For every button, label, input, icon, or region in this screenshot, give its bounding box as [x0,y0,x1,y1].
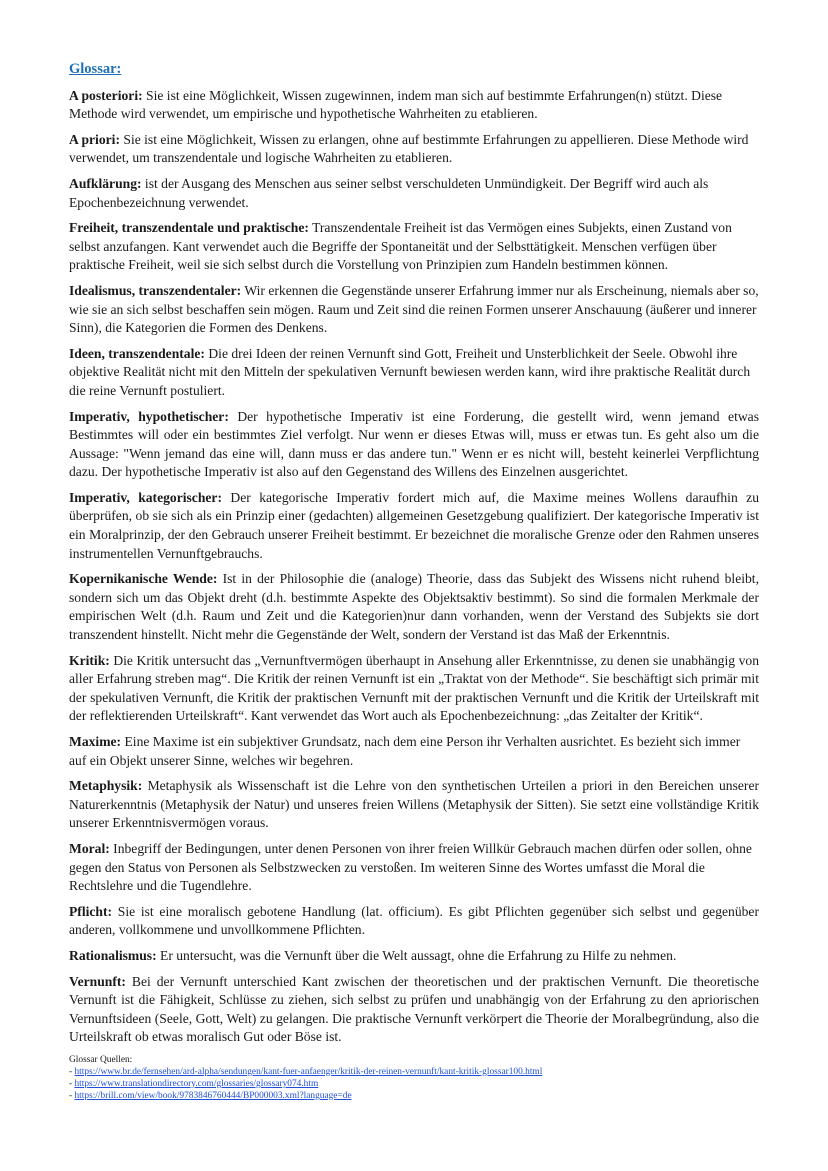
entry-text: Sie ist eine moralisch gebotene Handlung (lat. officium). Es gibt Pflichten gegenüber sich selbst und gegenüber anderen, vollkommene und unvollkommene Pflichten. [69,903,759,938]
glossary-page [69,60,759,1102]
entry-text: ist der Ausgang des Menschen aus seiner selbst verschuldeten Unmündigkeit. Der Begriff wird auch als Epochenbezeichnung verwendet. [69,175,709,210]
entry-term: Kopernikanische Wende: [69,571,218,587]
entry-kritik [69,652,759,726]
entry-term: Freiheit, transzendentale und praktische: [69,220,309,236]
entry-text: Sie ist eine Möglichkeit, Wissen zu erlangen, ohne auf bestimmte Erfahrungen zu appellieren. Diese Methode wird verwendet, um transzendentale und logische Wahrheiten zu etablieren. [69,131,749,166]
source-bullet: - [69,1066,75,1077]
sources-section [69,1054,759,1102]
entry-term: Rationalismus: [69,947,157,963]
entry-a-posteriori [69,87,759,124]
entry-vernunft [69,973,759,1047]
source-item [69,1078,759,1090]
entry-aufklaerung [69,175,759,212]
glossary-title: Glossar: [69,61,122,77]
source-item [69,1066,759,1078]
entry-text: Die Kritik untersucht das „Vernunftvermögen überhaupt in Ansehung aller Erkenntnisse, zu denen sie unabhängig von aller Erfahrung streben mag“. Die Kritik der reinen Vernunft ist ein „Traktat von der Methode“. Sie beschäftigt sich primär mit der spekulativen Vernunft, die Kritik der praktischen Vernunft mit der praktischen Vernunft und die Kritik der Urteilskraft mit der reflektierenden Urteilskraft“. Kant verwendet das Wort auch als Epochenbezeichnung: „das Zeitalter der Kritik“. [69,652,759,724]
entry-term: Kritik: [69,652,110,668]
entry-kopernikanische-wende [69,570,759,644]
entry-freiheit [69,219,759,275]
source-link[interactable]: https://www.translationdirectory.com/glossaries/glossary074.htm [74,1078,319,1089]
entry-maxime [69,733,759,770]
entry-text: Inbegriff der Bedingungen, unter denen Personen von ihrer freien Willkür Gebrauch machen dürfen oder sollen, ohne gegen den Status von Personen als Selbstzwecken zu verstoßen. Im weiteren Sinne des Wortes umfasst die Moral die Rechtslehre und die Tugendlehre. [69,840,752,894]
source-link[interactable]: https://brill.com/view/book/9783846760444/BP000003.xml?language=de [74,1090,352,1101]
source-item [69,1090,759,1102]
entry-term: Aufklärung: [69,175,142,191]
entry-text: Er untersucht, was die Vernunft über die Welt aussagt, ohne die Erfahrung zu Hilfe zu nehmen. [160,947,677,963]
entry-term: Idealismus, transzendentaler: [69,282,242,298]
entry-text: Ist in der Philosophie die (analoge) Theorie, dass das Subjekt des Wissens nicht ruhend bleibt, sondern sich um das Objekt dreht (d.h. bestimmte Aspekte des Objektsaktiv bestimmt). So sind die formalen Merkmale der empirischen Welt (d.h. Raum und Zeit und die Kategorien)nur dann vorhanden, wenn der Verstand des Subjekts sie dort transzendent hinstellt. Nicht mehr die Gegenstände der Welt, sondern der Verstand ist das Maß der Erkenntnis. [69,571,759,643]
entry-term: Ideen, transzendentale: [69,345,205,361]
entry-ideen [69,345,759,401]
entry-text: Der kategorische Imperativ fordert mich auf, die Maxime meines Wollens daraufhin zu überprüfen, ob sie sich als ein Prinzip einer (gedachten) allgemeinen Gesetzgebung qualifiziert. Der kategorische Imperativ ist ein Moralprinzip, der den Gebrauch unserer Freiheit bestimmt. Er bezeichnet die moralische Grenze oder den Rahmen unseres instrumentellen Vernunftgebrauchs. [69,489,759,561]
entry-term: Moral: [69,840,110,856]
sources-title: Glossar Quellen: [69,1054,133,1065]
entry-term: Vernunft: [69,973,126,989]
entry-term: Pflicht: [69,903,113,919]
entry-text: Wir erkennen die Gegenstände unserer Erfahrung immer nur als Erscheinung, niemals aber so, wie sie an sich selbst beschaffen sein mögen. Raum und Zeit sind die reinen Formen unserer Anschauung (äußerer und innerer Sinn), die Kategorien die Formen des Denkens. [69,282,759,336]
source-bullet: - [69,1078,75,1089]
entry-text: Bei der Vernunft unterschied Kant zwischen der theoretischen und der praktischen Vernunft. Die theoretische Vernunft ist die Fähigkeit, Schlüsse zu ziehen, sich selbst zu prüfen und unabhängig von der Erfahrung zu den apriorischen Vernunftsideen (Seele, Gott, Welt) zu gelangen. Die praktische Vernunft verkörpert die Theorie der Moralbegründung, also die Urteilskraft ob etwas moralisch Gut oder Böse ist. [69,973,759,1045]
entry-term: Maxime: [69,734,122,749]
entry-text: Sie ist eine Möglichkeit, Wissen zugewinnen, indem man sich auf bestimmte Erfahrungen(n) stützt. Diese Methode wird verwendet, um empirische und hypothetische Wahrheiten zu etablieren. [69,87,723,122]
entry-text: Metaphysik als Wissenschaft ist die Lehre von den synthetischen Urteilen a priori in den Bereichen unserer Naturerkenntnis (Metaphysik der Natur) und unseres freien Willens (Metaphysik der Sitten). Sie setzt eine vollständige Kritik unserer Erkenntnisvermögen voraus. [69,778,760,831]
entry-text: Der hypothetische Imperativ ist eine Forderung, die gestellt wird, wenn jemand etwas Bestimmtes will oder ein bestimmtes Ziel verfolgt. Nur wenn er dieses Etwas will, muss er etwas tun. Es geht also um die Aussage: "Wenn jemand das eine will, dann muss er das andere tun." Wenn er es nicht will, besteht keinerlei Verpflichtung dazu. Der hypothetische Imperativ ist also auf den Gegenstand des Willens des Einzelnen ausgerichtet. [69,408,759,480]
entry-term: Metaphysik: [69,778,143,794]
entry-metaphysik [69,777,759,833]
entry-term: A posteriori: [69,87,143,103]
entry-imperativ-kategorisch [69,489,759,563]
entry-a-priori [69,131,759,168]
entry-idealismus [69,282,759,338]
entry-text: Die drei Ideen der reinen Vernunft sind Gott, Freiheit und Unsterblichkeit der Seele. Obwohl ihre objektive Realität nicht mit den Mitteln der spekulativen Vernunft bewiesen werden kann, wird ihre praktische Realität durch die reine Vernunft postuliert. [69,345,751,398]
entry-term: A priori: [69,131,120,147]
source-link[interactable]: https://www.br.de/fernsehen/ard-alpha/sendungen/kant-fuer-anfaenger/kritik-der-reinen-vernunft/kant-kritik-glossar100.html [74,1066,543,1077]
entry-imperativ-hypothetisch [69,408,759,482]
entry-term: Imperativ, kategorischer: [69,489,222,505]
entry-rationalismus [69,947,759,966]
entry-text: Eine Maxime ist ein subjektiver Grundsatz, nach dem eine Person ihr Verhalten ausrichtet. Es bezieht sich immer auf ein Objekt unserer Sinne, welches wir begehren. [69,734,741,768]
entry-term: Imperativ, hypothetischer: [69,408,229,424]
source-bullet: - [69,1090,75,1101]
entry-text: Transzendentale Freiheit ist das Vermögen eines Subjekts, einen Zustand von selbst anzufangen. Kant verwendet auch die Begriffe der Spontaneität und der Selbsttätigkeit. Menschen verfügen über praktische Freiheit, weil sie sich selbst durch die Vorstellung von Prinzipien zum Handeln bestimmen können. [69,220,732,273]
entry-pflicht [69,903,759,940]
entry-moral [69,840,759,896]
